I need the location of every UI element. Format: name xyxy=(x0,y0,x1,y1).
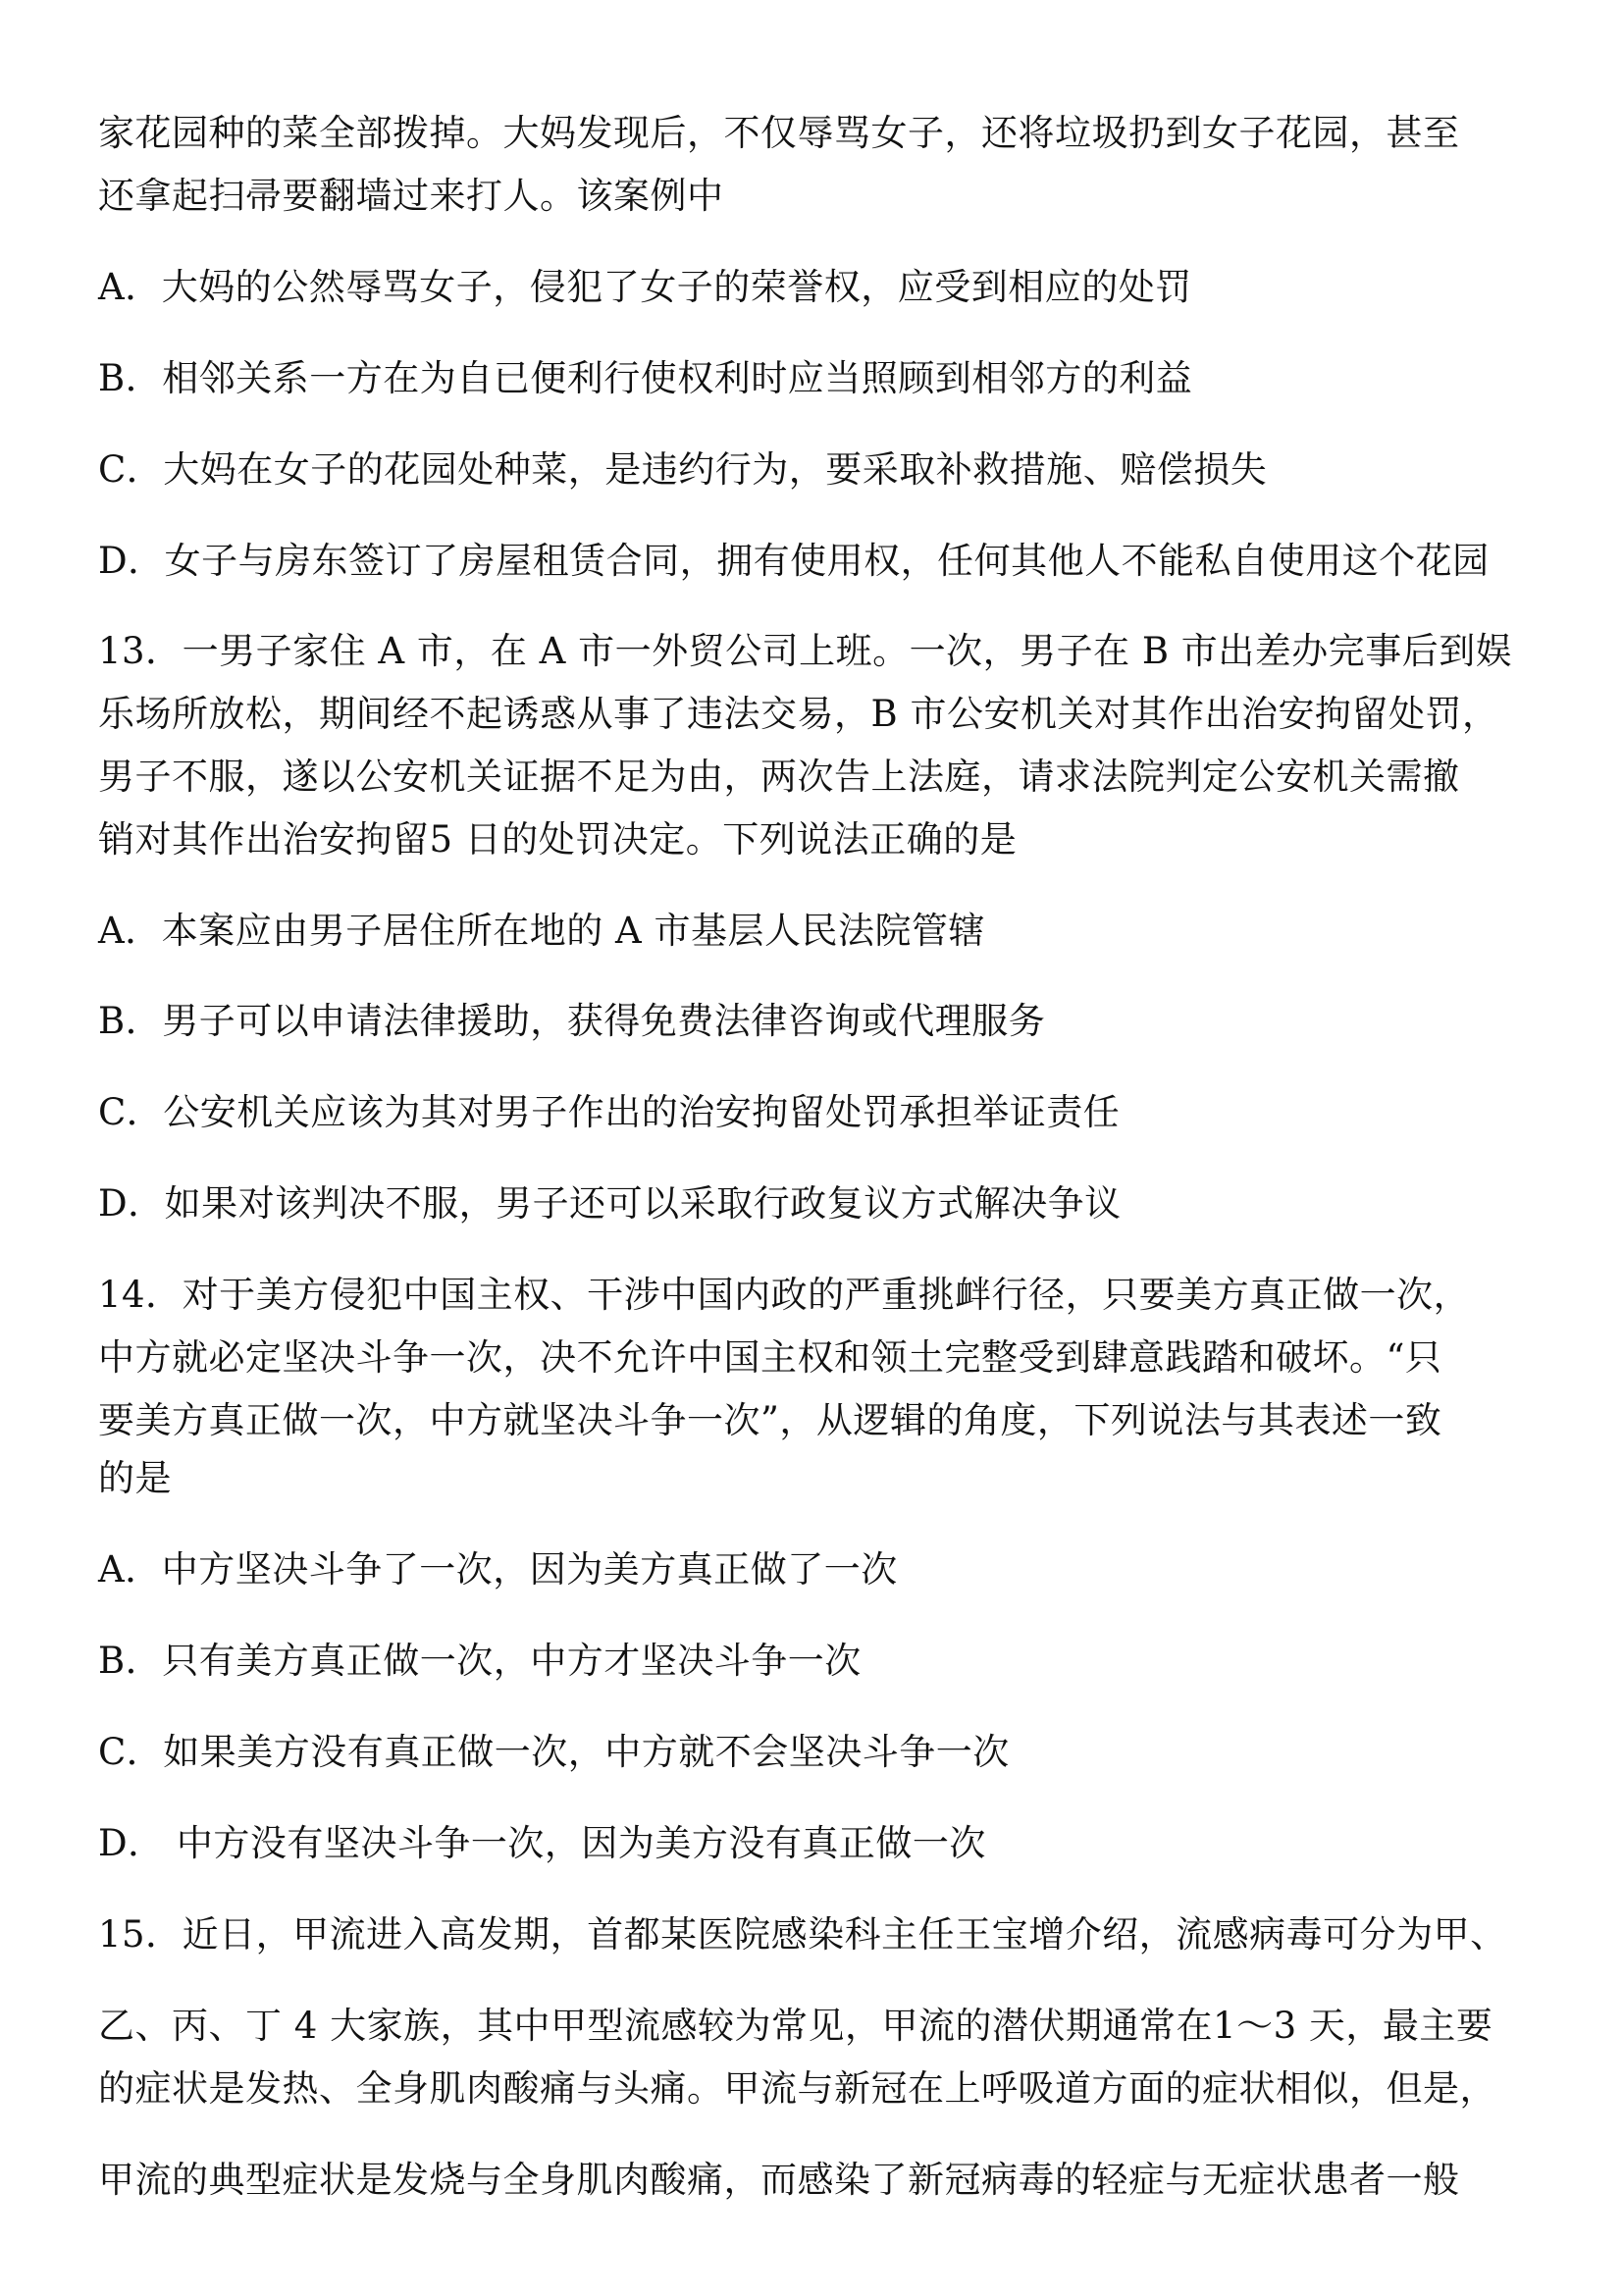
q14-option-b: B．只有美方真正做一次，中方才坚决斗争一次 xyxy=(98,1640,862,1682)
q15-stem-line-2: 乙、丙、丁 4 大家族，其中甲型流感较为常见，甲流的潜伏期通常在1～3 天，最主要 xyxy=(98,2005,1493,2047)
q14-stem-line-1: 14．对于美方侵犯中国主权、干涉中国内政的严重挑衅行径，只要美方真正做一次， xyxy=(98,1274,1471,1316)
q15-stem-line-4: 甲流的典型症状是发烧与全身肌肉酸痛，而感染了新冠病毒的轻症与无症状患者一般 xyxy=(98,2159,1460,2201)
q12-option-b: B．相邻关系一方在为自已便利行使权利时应当照顾到相邻方的利益 xyxy=(98,357,1193,399)
q13-stem-line-3: 男子不服，遂以公安机关证据不足为由，两次告上法庭，请求法院判定公安机关需撤 xyxy=(98,756,1460,798)
q14-option-c: C．如果美方没有真正做一次，中方就不会坚决斗争一次 xyxy=(98,1731,1010,1773)
q13-option-d: D．如果对该判决不服，男子还可以采取行政复议方式解决争议 xyxy=(98,1182,1122,1225)
q12-stem-line-1: 家花园种的菜全部拨掉。大妈发现后，不仅辱骂女子，还将垃圾扔到女子花园，甚至 xyxy=(98,112,1460,154)
q12-option-d: D．女子与房东签订了房屋租赁合同，拥有使用权，任何其他人不能私自使用这个花园 xyxy=(98,540,1490,582)
q13-option-a: A．本案应由男子居住所在地的 A 市基层人民法院管辖 xyxy=(98,910,985,952)
q14-stem-line-3: 要美方真正做一次，中方就坚决斗争一次”，从逻辑的角度，下列说法与其表述一致 xyxy=(98,1399,1442,1441)
q14-option-d: D． 中方没有坚决斗争一次，因为美方没有真正做一次 xyxy=(98,1822,986,1864)
q14-stem-line-4: 的是 xyxy=(98,1457,172,1499)
q15-stem-line-1: 15．近日，甲流进入高发期，首都某医院感染科主任王宝增介绍，流感病毒可分为甲、 xyxy=(98,1913,1507,1956)
q13-stem-line-2: 乐场所放松，期间经不起诱惑从事了违法交易，B 市公安机关对其作出治安拘留处罚， xyxy=(98,693,1499,735)
q15-stem-line-3: 的症状是发热、全身肌肉酸痛与头痛。甲流与新冠在上呼吸道方面的症状相似，但是， xyxy=(98,2067,1496,2110)
q13-option-c: C．公安机关应该为其对男子作出的治安拘留处罚承担举证责任 xyxy=(98,1091,1121,1133)
q13-stem-line-1: 13．一男子家住 A 市，在 A 市一外贸公司上班。一次，男子在 B 市出差办完事后到娱 xyxy=(98,630,1513,672)
q14-stem-line-2: 中方就必定坚决斗争一次，决不允许中国主权和领土完整受到肆意践踏和破坏。“只 xyxy=(98,1336,1442,1379)
q14-option-a: A．中方坚决斗争了一次，因为美方真正做了一次 xyxy=(98,1548,898,1591)
q12-stem-line-2: 还拿起扫帚要翻墙过来打人。该案例中 xyxy=(98,175,724,217)
q13-option-b: B．男子可以申请法律援助，获得免费法律咨询或代理服务 xyxy=(98,1000,1046,1042)
q12-option-a: A．大妈的公然辱骂女子，侵犯了女子的荣誉权，应受到相应的处罚 xyxy=(98,266,1192,308)
q12-option-c: C．大妈在女子的花园处种菜，是违约行为，要采取补救措施、赔偿损失 xyxy=(98,448,1268,491)
q13-stem-line-4: 销对其作出治安拘留5 日的处罚决定。下列说法正确的是 xyxy=(98,818,1018,861)
